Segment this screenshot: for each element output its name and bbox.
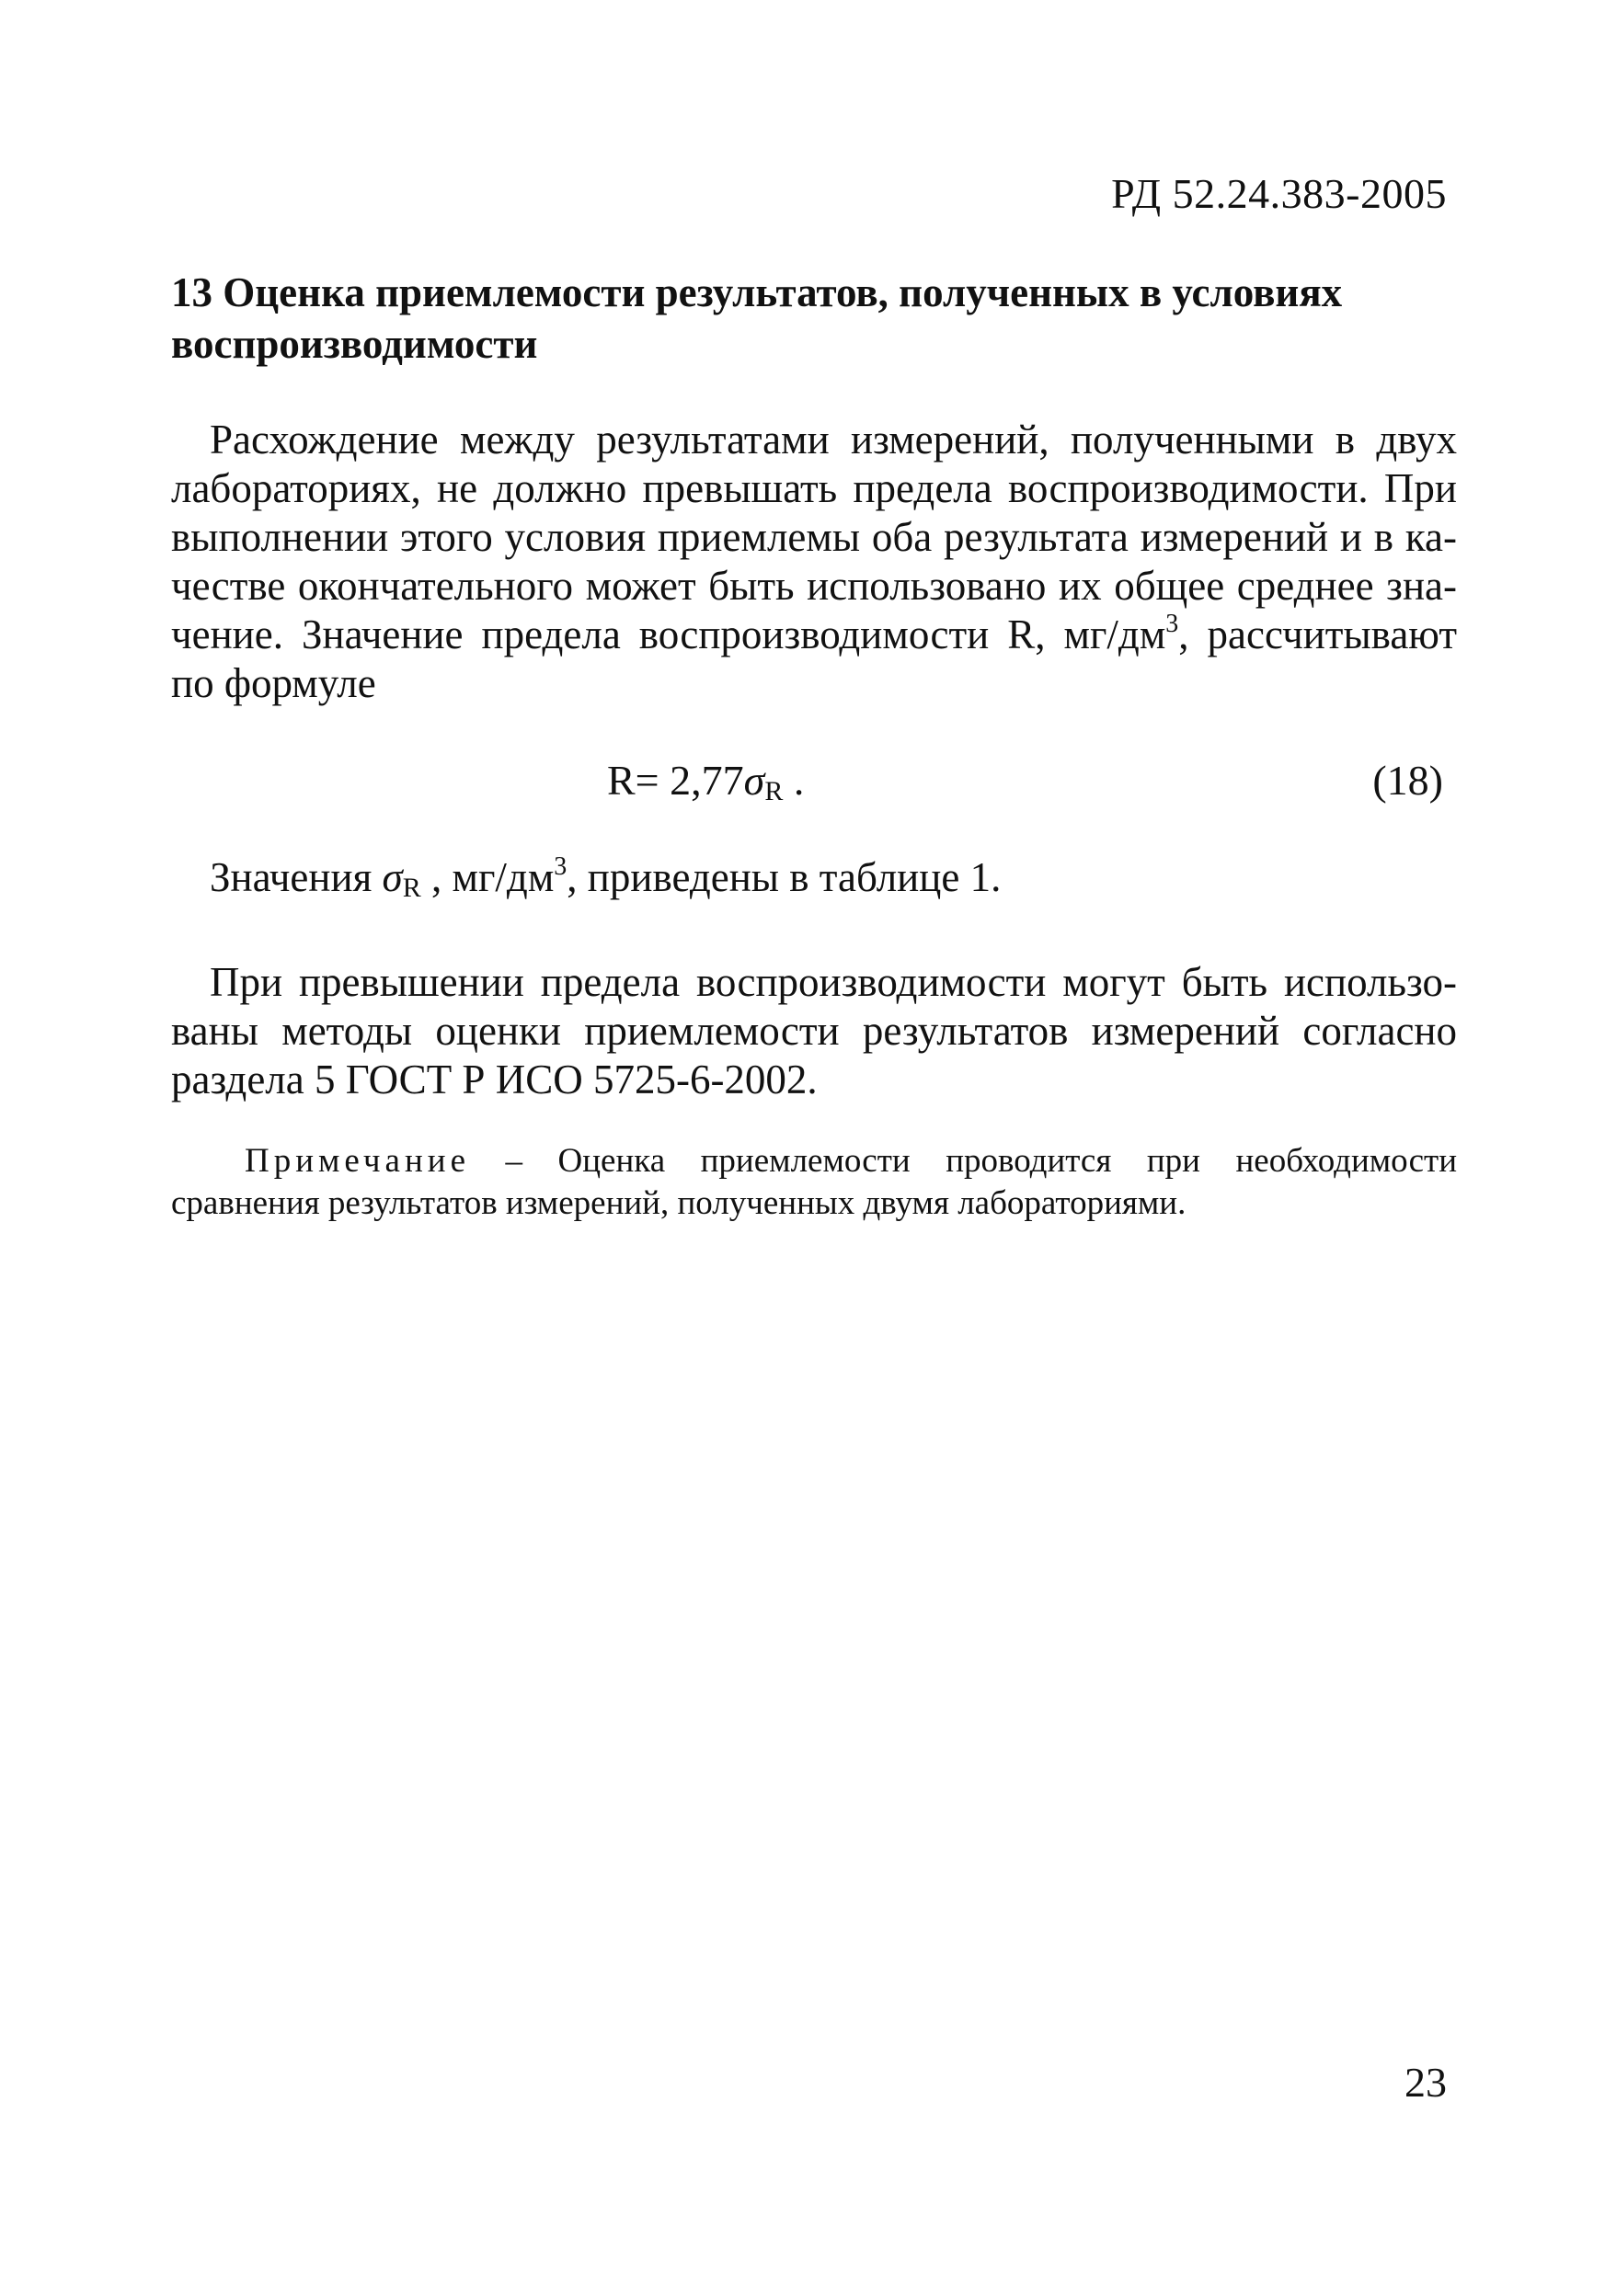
paragraph-line: Расхождение между результатами измерений, полученными в двух <box>210 417 1457 463</box>
paragraph-line: выполнении этого условия приемлемы оба результата измерений и в ка- <box>171 514 1457 560</box>
section-title <box>171 267 1440 370</box>
note <box>171 1140 1457 1225</box>
formula-end: . <box>783 757 805 804</box>
paragraph-exceeding-limit <box>171 958 1457 1104</box>
document-code: РД 52.24.383-2005 <box>1111 170 1447 217</box>
paragraph-line-tail: , рассчитывают <box>1178 611 1457 657</box>
note-text: – Оценка приемлемости проводится при необходимости <box>470 1142 1457 1180</box>
formula-18 <box>607 756 804 807</box>
paragraph-mid: , мг/дм <box>420 854 555 900</box>
paragraph-line: ваны методы оценки приемлемости результатов измерений согласно <box>171 1008 1457 1054</box>
note-line2: сравнения результатов измерений, полученных двумя лабораториями. <box>171 1184 1187 1222</box>
section-title-line2: воспроизводимости <box>171 321 538 367</box>
sigma-subscript: R <box>764 776 784 806</box>
paragraph-sigma-values <box>210 853 1001 904</box>
paragraph-suffix: , приведены в таблице 1. <box>567 854 1002 900</box>
paragraph-line: раздела 5 ГОСТ Р ИСО 5725-6-2002. <box>171 1057 818 1102</box>
note-label: Примечание <box>245 1142 470 1180</box>
unit-superscript: 3 <box>554 852 567 881</box>
sigma-symbol: σ <box>743 757 765 804</box>
paragraph-line-with-unit <box>171 611 1457 659</box>
paragraph-reproducibility <box>171 416 1457 708</box>
page-number: 23 <box>1404 2059 1447 2106</box>
formula-lhs: R= 2,77 <box>607 757 744 804</box>
paragraph-line-text: чение. Значение предела воспроизводимости R, мг/дм <box>171 611 1166 657</box>
unit-superscript: 3 <box>1165 610 1179 638</box>
sigma-subscript: R <box>402 873 421 903</box>
sigma-symbol: σ <box>382 854 403 900</box>
paragraph-line: лабораториях, не должно превышать предела воспроизводимости. При <box>171 465 1457 511</box>
paragraph-line: по формуле <box>171 660 376 706</box>
paragraph-prefix: Значения <box>210 854 383 900</box>
formula-number: (18) <box>1372 757 1443 804</box>
paragraph-line: При превышении предела воспроизводимости могут быть использо- <box>210 959 1457 1005</box>
note-line1 <box>171 1140 1457 1182</box>
section-title-line1: 13 Оценка приемлемости результатов, полученных в условиях <box>171 269 1343 315</box>
paragraph-line: честве окончательного может быть использовано их общее среднее зна- <box>171 563 1457 609</box>
